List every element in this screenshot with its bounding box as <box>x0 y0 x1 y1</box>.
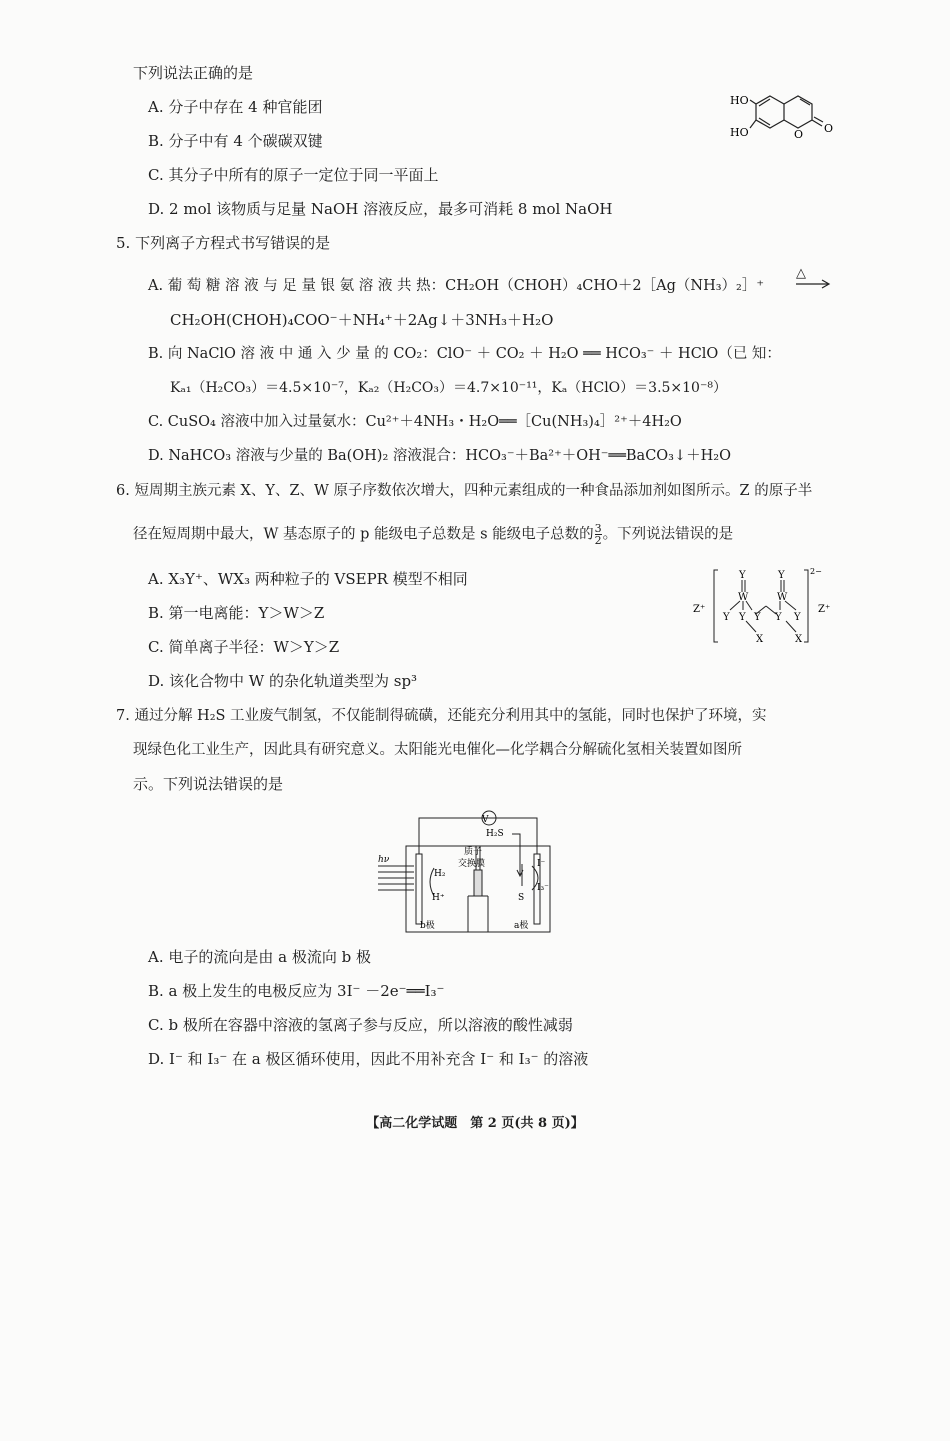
stem-part: 。下列说法错误的是 <box>602 526 734 543</box>
fraction-denominator: 2 <box>594 534 602 547</box>
q4-option-c: C. 其分子中所有的原子一定位于同一平面上 <box>148 166 439 184</box>
q5-option-b-line2: Kₐ₁（H₂CO₃）＝4.5×10⁻⁷，Kₐ₂（H₂CO₃）＝4.7×10⁻¹¹，Kₐ（HClO）＝3.5×10⁻⁸） <box>170 380 727 396</box>
q6-option-d: D. 该化合物中 W 的杂化轨道类型为 sp³ <box>148 672 418 690</box>
atom-y: Y <box>739 570 746 581</box>
q7-option-c: C. b 极所在容器中溶液的氢离子参与反应，所以溶液的酸性减弱 <box>148 1016 573 1034</box>
q4-option-d: D. 2 mol 该物质与足量 NaOH 溶液反应，最多可消耗 8 mol NaOH <box>148 200 613 218</box>
anion-charge: 2− <box>810 567 822 576</box>
q7-option-d: D. I⁻ 和 I₃⁻ 在 a 极区循环使用，因此不用补充含 I⁻ 和 I₃⁻ 的溶液 <box>148 1050 589 1068</box>
atom-x: X <box>795 634 803 645</box>
iodide-label: I⁻ <box>537 859 546 869</box>
carbonyl-oxygen-label: O <box>824 122 834 135</box>
atom-y: Y <box>739 612 746 623</box>
q5-option-c: C. CuSO₄ 溶液中加入过量氨水：Cu²⁺＋4NH₃・H₂O══［Cu(NH₃)₄］²⁺＋4H₂O <box>148 414 682 430</box>
q6-option-a: A. X₃Y⁺、WX₃ 两种粒子的 VSEPR 模型不相同 <box>148 570 468 588</box>
atom-w: W <box>738 592 749 603</box>
sulfur-label: S <box>518 893 525 903</box>
question-6-stem-line1: 6. 短周期主族元素 X、Y、Z、W 原子序数依次增大，四种元素组成的一种食品添加剂如图所示。Z 的原子半 <box>116 483 813 499</box>
a-electrode-label: a极 <box>514 921 529 931</box>
q7-option-a: A. 电子的流向是由 a 极流向 b 极 <box>148 948 371 966</box>
fraction <box>595 523 602 546</box>
q5-option-a-line2: CH₂OH(CHOH)₄COO⁻＋NH₄⁺＋2Ag↓＋3NH₃＋H₂O <box>170 311 554 329</box>
atom-y: Y <box>754 612 761 623</box>
question-6-stem-line2 <box>133 523 733 546</box>
q5-option-b-line1: B. 向 NaClO 溶 液 中 通 入 少 量 的 CO₂：ClO⁻ ＋ CO₂ ＋ H₂O ══ HCO₃⁻ ＋ HClO（已 知： <box>148 346 781 362</box>
coumarin-structure-figure <box>728 84 838 150</box>
question-5-stem: 5. 下列离子方程式书写错误的是 <box>116 234 331 252</box>
question-7-stem-line2: 现绿色化工业生产，因此具有研究意义。太阳能光电催化—化学耦合分解硫化氢相关装置如图所 <box>133 742 742 758</box>
q5-option-d: D. NaHCO₃ 溶液与少量的 Ba(OH)₂ 溶液混合：HCO₃⁻＋Ba²⁺＋OH⁻══BaCO₃↓＋H₂O <box>148 448 731 464</box>
question-7-stem-line3: 示。下列说法错误的是 <box>133 775 284 793</box>
b-electrode-label: b极 <box>420 921 435 931</box>
atom-y: Y <box>794 612 801 623</box>
membrane-label-2: 交换膜 <box>458 859 486 869</box>
ho-label-bottom: HO <box>730 126 749 139</box>
membrane-label-1: 质子 <box>464 847 483 857</box>
atom-y: Y <box>778 570 785 581</box>
h-plus-label: H⁺ <box>432 893 445 903</box>
h2s-label: H₂S <box>486 829 504 839</box>
light-label: hν <box>378 855 390 865</box>
h2-label: H₂ <box>434 869 446 879</box>
q7-option-b: B. a 极上发生的电极反应为 3I⁻ －2e⁻══I₃⁻ <box>148 982 445 1000</box>
q6-option-b: B. 第一电离能：Y＞W＞Z <box>148 604 325 622</box>
page-footer: 【高二化学试题 第 2 页(共 8 页)】 <box>366 1116 584 1131</box>
reaction-arrow-icon <box>794 278 834 290</box>
atom-y: Y <box>723 612 730 623</box>
q4-option-a: A. 分子中存在 4 种官能团 <box>148 98 323 116</box>
z-cation-left: Z⁺ <box>693 604 706 615</box>
fraction-numerator: 3 <box>594 522 602 535</box>
triiodide-label: I₃⁻ <box>537 883 549 893</box>
question-7-stem-line1: 7. 通过分解 H₂S 工业废气制氢，不仅能制得硫磺，还能充分利用其中的氢能，同时也保护了环境，实 <box>116 708 767 724</box>
atom-y: Y <box>775 612 782 623</box>
q5-option-a-line1: A. 葡 萄 糖 溶 液 与 足 量 银 氨 溶 液 共 热：CH₂OH（CHOH）₄CHO＋2［Ag（NH₃）₂］⁺ <box>148 278 764 294</box>
ho-label-top: HO <box>730 94 749 107</box>
atom-x: X <box>756 634 764 645</box>
atom-w: W <box>777 592 788 603</box>
z-cation-right: Z⁺ <box>818 604 831 615</box>
q4-option-b: B. 分子中有 4 个碳碳双键 <box>148 132 323 150</box>
stem-part: 径在短周期中最大，W 基态原子的 p 能级电子总数是 s 能级电子总数的 <box>133 526 594 543</box>
compound-structure-figure <box>690 566 840 648</box>
ring-oxygen-label: O <box>794 128 804 141</box>
question-4-stem: 下列说法正确的是 <box>133 64 254 82</box>
heat-condition: △ <box>796 266 806 281</box>
electrolysis-apparatus-figure <box>372 804 554 934</box>
q6-option-c: C. 简单离子半径：W＞Y＞Z <box>148 638 340 656</box>
voltmeter-label: V <box>482 815 489 825</box>
